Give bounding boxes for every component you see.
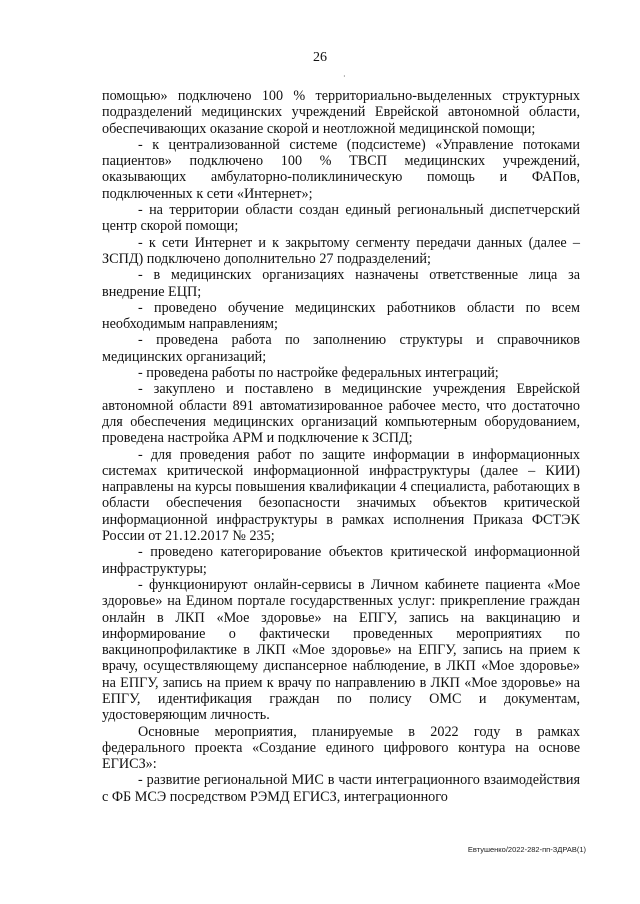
paragraph: - к сети Интернет и к закрытому сегменту передачи данных (далее – ЗСПД) подключено дополнительно 27 подразделений; [102,234,580,267]
paragraph: Основные мероприятия, планируемые в 2022 году в рамках федерального проекта «Создание единого цифрового контура на основе ЕГИСЗ»: [102,723,580,773]
paragraph: - проведена работы по настройке федеральных интеграций; [138,365,499,382]
paragraph: - проведено категорирование объектов критической информационной инфраструктуры; [102,544,580,577]
paragraph: помощью» подключено 100 % территориально-выделенных структурных подразделений медицинских учреждений Еврейской автономной области, обеспечивающих оказание скорой и неотложной медицинской помощи; [102,88,580,137]
document-body [102,88,580,805]
scan-mark: · [343,72,346,81]
paragraph: - к централизованной системе (подсистеме) «Управление потоками пациентов» подключено 100 % ТВСП медицинских учреждений, оказывающих амбулаторно-поликлиническую помощь и ФАПов, подключенных к сети «Интернет»; [102,136,580,202]
paragraph: - функционируют онлайн-сервисы в Личном кабинете пациента «Мое здоровье» на Едином портале государственных услуг: прикрепление граждан онлайн в ЛКП «Мое здоровье» на ЕПГУ, запись на вакцинацию и информирование о фактически проведенных мероприятиях по вакцинопрофилактике в ЛКП «Мое здоровье» на ЕПГУ, запись на прием к врачу, осуществляющему диспансерное наблюдение, в ЛКП «Мое здоровье» на ЕПГУ, запись на прием к врачу по направлению в ЛКП «Мое здоровье» на ЕПГУ, идентификация граждан по полису ОМС и документам, удостоверяющим личность. [102,576,580,724]
paragraph: - закуплено и поставлено в медицинские учреждения Еврейской автономной области 891 автоматизированное рабочее место, что достаточно для обеспечения медицинских организаций компьютерным оборудованием, проведена настройка АРМ и подключение к ЗСПД; [102,381,580,447]
paragraph: - развитие региональной МИС в части интеграционного взаимодействия с ФБ МСЭ посредством РЭМД ЕГИСЗ, интеграционного [102,772,580,805]
paragraph: - на территории области создан единый региональный диспетчерский центр скорой помощи; [102,202,580,235]
paragraph: - проведена работа по заполнению структуры и справочников медицинских организаций; [102,332,580,365]
paragraph: - для проведения работ по защите информации в информационных системах критической информационной инфраструктуры (далее – КИИ) направлены на курсы повышения квалификации 4 специалиста, работающих в области обеспечения безопасности значимых объектов критической информационной инфраструктуры в рамках исполнения Приказа ФСТЭК России от 21.12.2017 № 235; [102,446,580,545]
document-reference-footer: Евтушенко/2022-282-пп-ЗДРАВ(1) [467,845,586,854]
paragraph: - в медицинских организациях назначены ответственные лица за внедрение ЕЦП; [102,267,580,300]
paragraph: - проведено обучение медицинских работников области по всем необходимым направлениям; [102,299,580,333]
page-number: 26 [313,50,327,65]
